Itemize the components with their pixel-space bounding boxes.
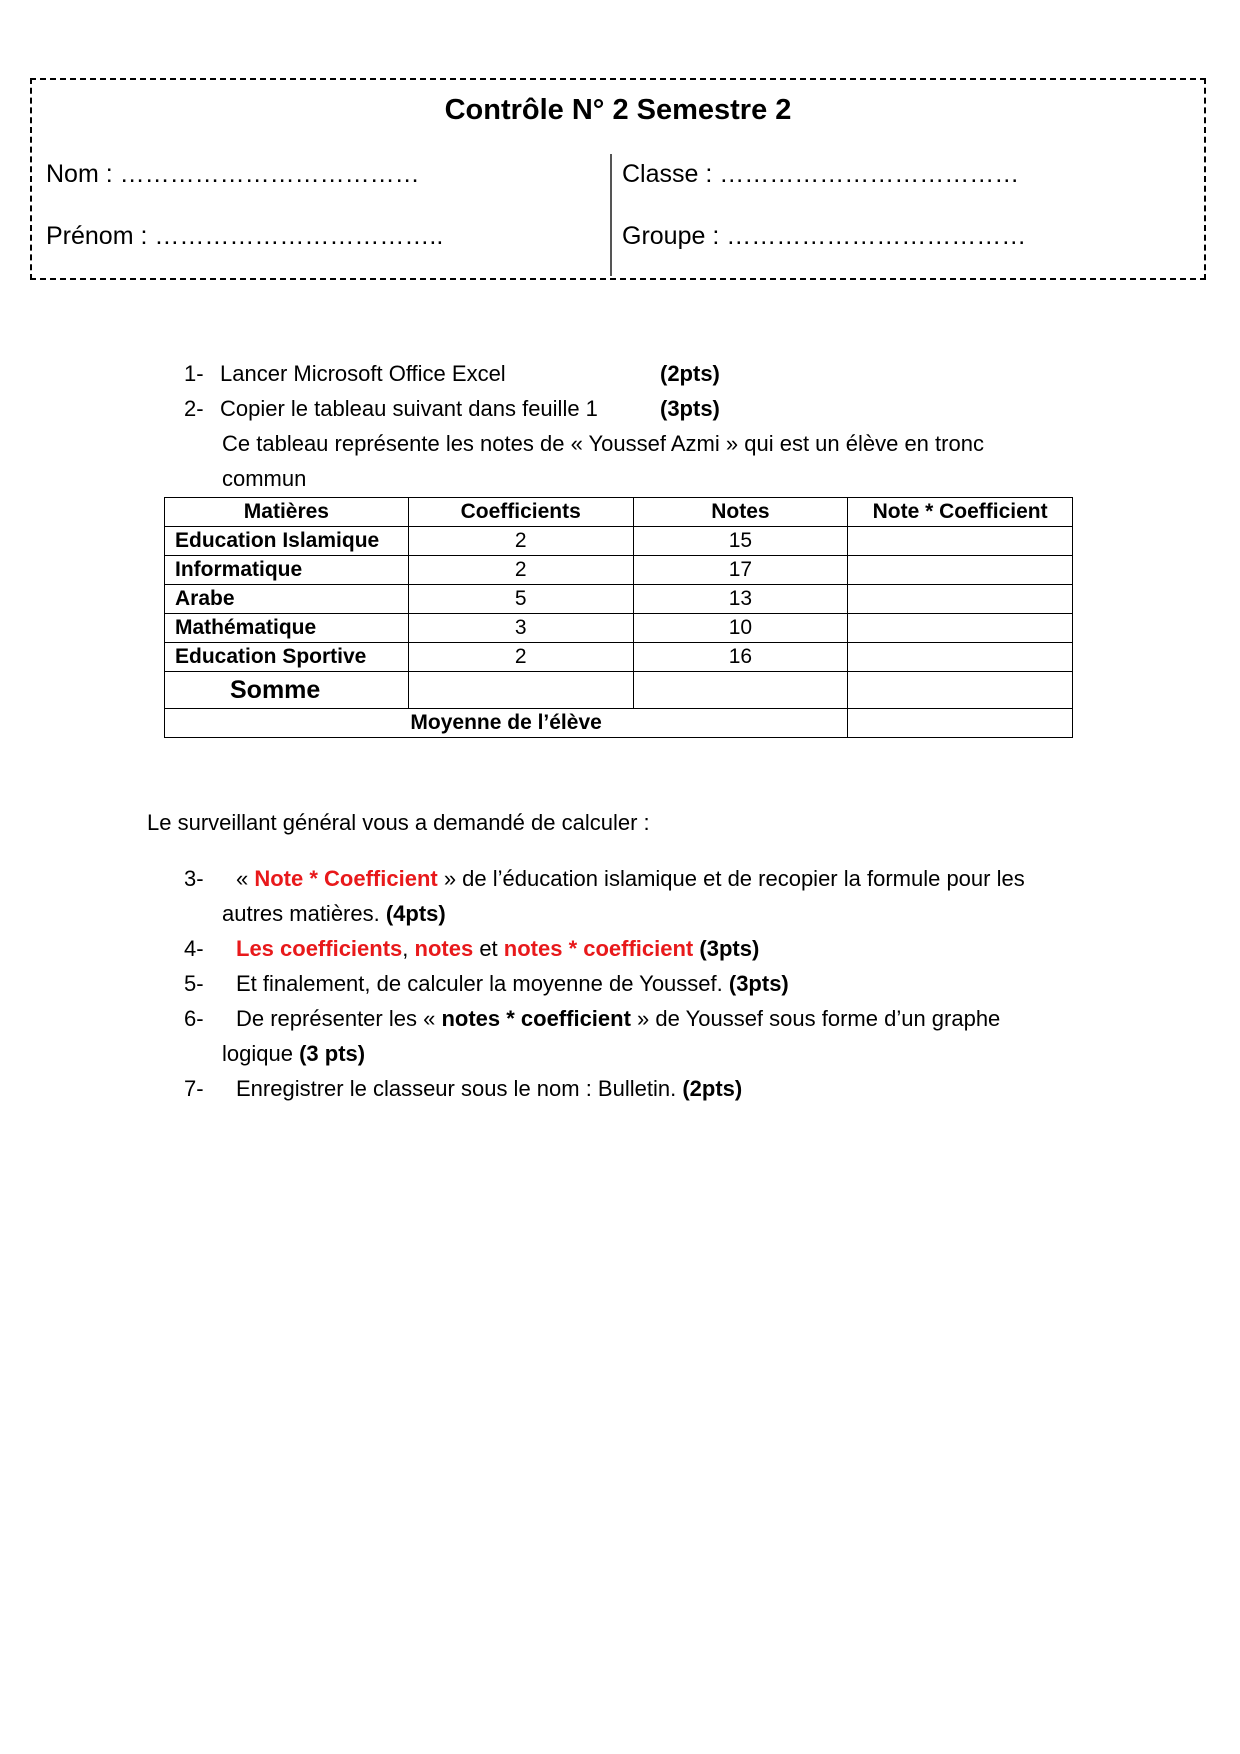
- task-6-points: (3 pts): [299, 1041, 366, 1066]
- task-7-number: 7-: [184, 1076, 204, 1101]
- task-5-line: [236, 971, 789, 997]
- task-7-text: Enregistrer le classeur sous le nom : Bulletin.: [236, 1076, 683, 1101]
- task-3-line-2: [222, 901, 446, 927]
- average-value-cell: [848, 709, 1073, 738]
- product-cell: [848, 556, 1073, 585]
- table-row: [165, 643, 1073, 672]
- task-3-points: (4pts): [385, 901, 446, 926]
- task-4-points: (3pts): [693, 936, 760, 961]
- header-divider: [610, 154, 612, 276]
- instruction-2-points: (3pts): [660, 396, 720, 421]
- table-row: [165, 585, 1073, 614]
- task-7-line: [236, 1076, 742, 1102]
- task-4-sep-2: et: [473, 936, 504, 961]
- product-cell: [848, 527, 1073, 556]
- product-cell: [848, 643, 1073, 672]
- note-cell: 17: [633, 556, 848, 585]
- table-row: [165, 556, 1073, 585]
- table-header-row: [165, 498, 1073, 527]
- task-7-points: (2pts): [682, 1076, 743, 1101]
- task-4-highlight-1: Les coefficients: [236, 936, 403, 961]
- task-6-text-2: » de Youssef sous forme d’un graphe: [630, 1006, 1001, 1031]
- subject-cell: Education Islamique: [165, 527, 409, 556]
- header-box: [30, 78, 1206, 280]
- subject-cell: Arabe: [165, 585, 409, 614]
- task-4-highlight-2: notes: [414, 936, 474, 961]
- grades-table: [164, 497, 1073, 738]
- sum-product-cell: [848, 672, 1073, 709]
- sum-coef-cell: [408, 672, 633, 709]
- subject-cell: Informatique: [165, 556, 409, 585]
- task-5-text: Et finalement, de calculer la moyenne de Youssef.: [236, 971, 729, 996]
- task-3-line-2-text: autres matières.: [222, 901, 386, 926]
- coef-cell: 2: [408, 527, 633, 556]
- sum-label: Somme: [165, 672, 409, 709]
- table-row: [165, 614, 1073, 643]
- instruction-1-number: 1-: [184, 361, 204, 386]
- task-5-points: (3pts): [728, 971, 789, 996]
- header-note-coefficient: Note * Coefficient: [848, 498, 1073, 527]
- page-title: Contrôle N° 2 Semestre 2: [444, 94, 792, 126]
- product-cell: [848, 614, 1073, 643]
- task-4-line: [236, 936, 759, 962]
- table-row: [165, 527, 1073, 556]
- prenom-field: Prénom : ……………………………..: [46, 222, 444, 250]
- product-cell: [848, 585, 1073, 614]
- coef-cell: 2: [408, 643, 633, 672]
- coef-cell: 2: [408, 556, 633, 585]
- task-6-line-2-text: logique: [222, 1041, 300, 1066]
- coef-cell: 5: [408, 585, 633, 614]
- classe-field: Classe : ………………………………: [622, 160, 1020, 188]
- subject-cell: Mathématique: [165, 614, 409, 643]
- header-coefficients: Coefficients: [408, 498, 633, 527]
- note-cell: 13: [633, 585, 848, 614]
- task-3-highlight: Note * Coefficient: [254, 866, 438, 891]
- note-cell: 15: [633, 527, 848, 556]
- groupe-field: Groupe : ………………………………: [622, 222, 1027, 250]
- header-notes: Notes: [633, 498, 848, 527]
- task-3-line-1: [236, 866, 1025, 892]
- instruction-1-text: Lancer Microsoft Office Excel: [220, 361, 506, 386]
- note-cell: 10: [633, 614, 848, 643]
- instruction-2-text: Copier le tableau suivant dans feuille 1: [220, 396, 598, 421]
- task-4-number: 4-: [184, 936, 204, 961]
- description-line-2: commun: [222, 466, 307, 491]
- header-matieres: Matières: [165, 498, 409, 527]
- task-3-number: 3-: [184, 866, 204, 891]
- task-6-number: 6-: [184, 1006, 204, 1031]
- task-6-line-2: [222, 1041, 365, 1067]
- task-4-sep-1: ,: [402, 936, 415, 961]
- surveillant-intro: Le surveillant général vous a demandé de calculer :: [147, 810, 650, 835]
- instruction-1-points: (2pts): [660, 361, 720, 386]
- description-line-1: Ce tableau représente les notes de « Youssef Azmi » qui est un élève en tronc: [222, 431, 984, 456]
- task-4-highlight-3: notes * coefficient: [503, 936, 694, 961]
- instruction-2-number: 2-: [184, 396, 204, 421]
- task-5-number: 5-: [184, 971, 204, 996]
- task-3-open-quote: «: [236, 866, 255, 891]
- nom-field: Nom : ………………………………: [46, 160, 420, 188]
- coef-cell: 3: [408, 614, 633, 643]
- average-label: Moyenne de l’élève: [165, 709, 848, 738]
- task-6-line-1: [236, 1006, 1000, 1032]
- note-cell: 16: [633, 643, 848, 672]
- task-6-bold: notes * coefficient: [441, 1006, 631, 1031]
- average-row: [165, 709, 1073, 738]
- subject-cell: Education Sportive: [165, 643, 409, 672]
- task-3-rest: » de l’éducation islamique et de recopier la formule pour les: [437, 866, 1025, 891]
- sum-note-cell: [633, 672, 848, 709]
- task-6-text-1: De représenter les «: [236, 1006, 442, 1031]
- sum-row: [165, 672, 1073, 709]
